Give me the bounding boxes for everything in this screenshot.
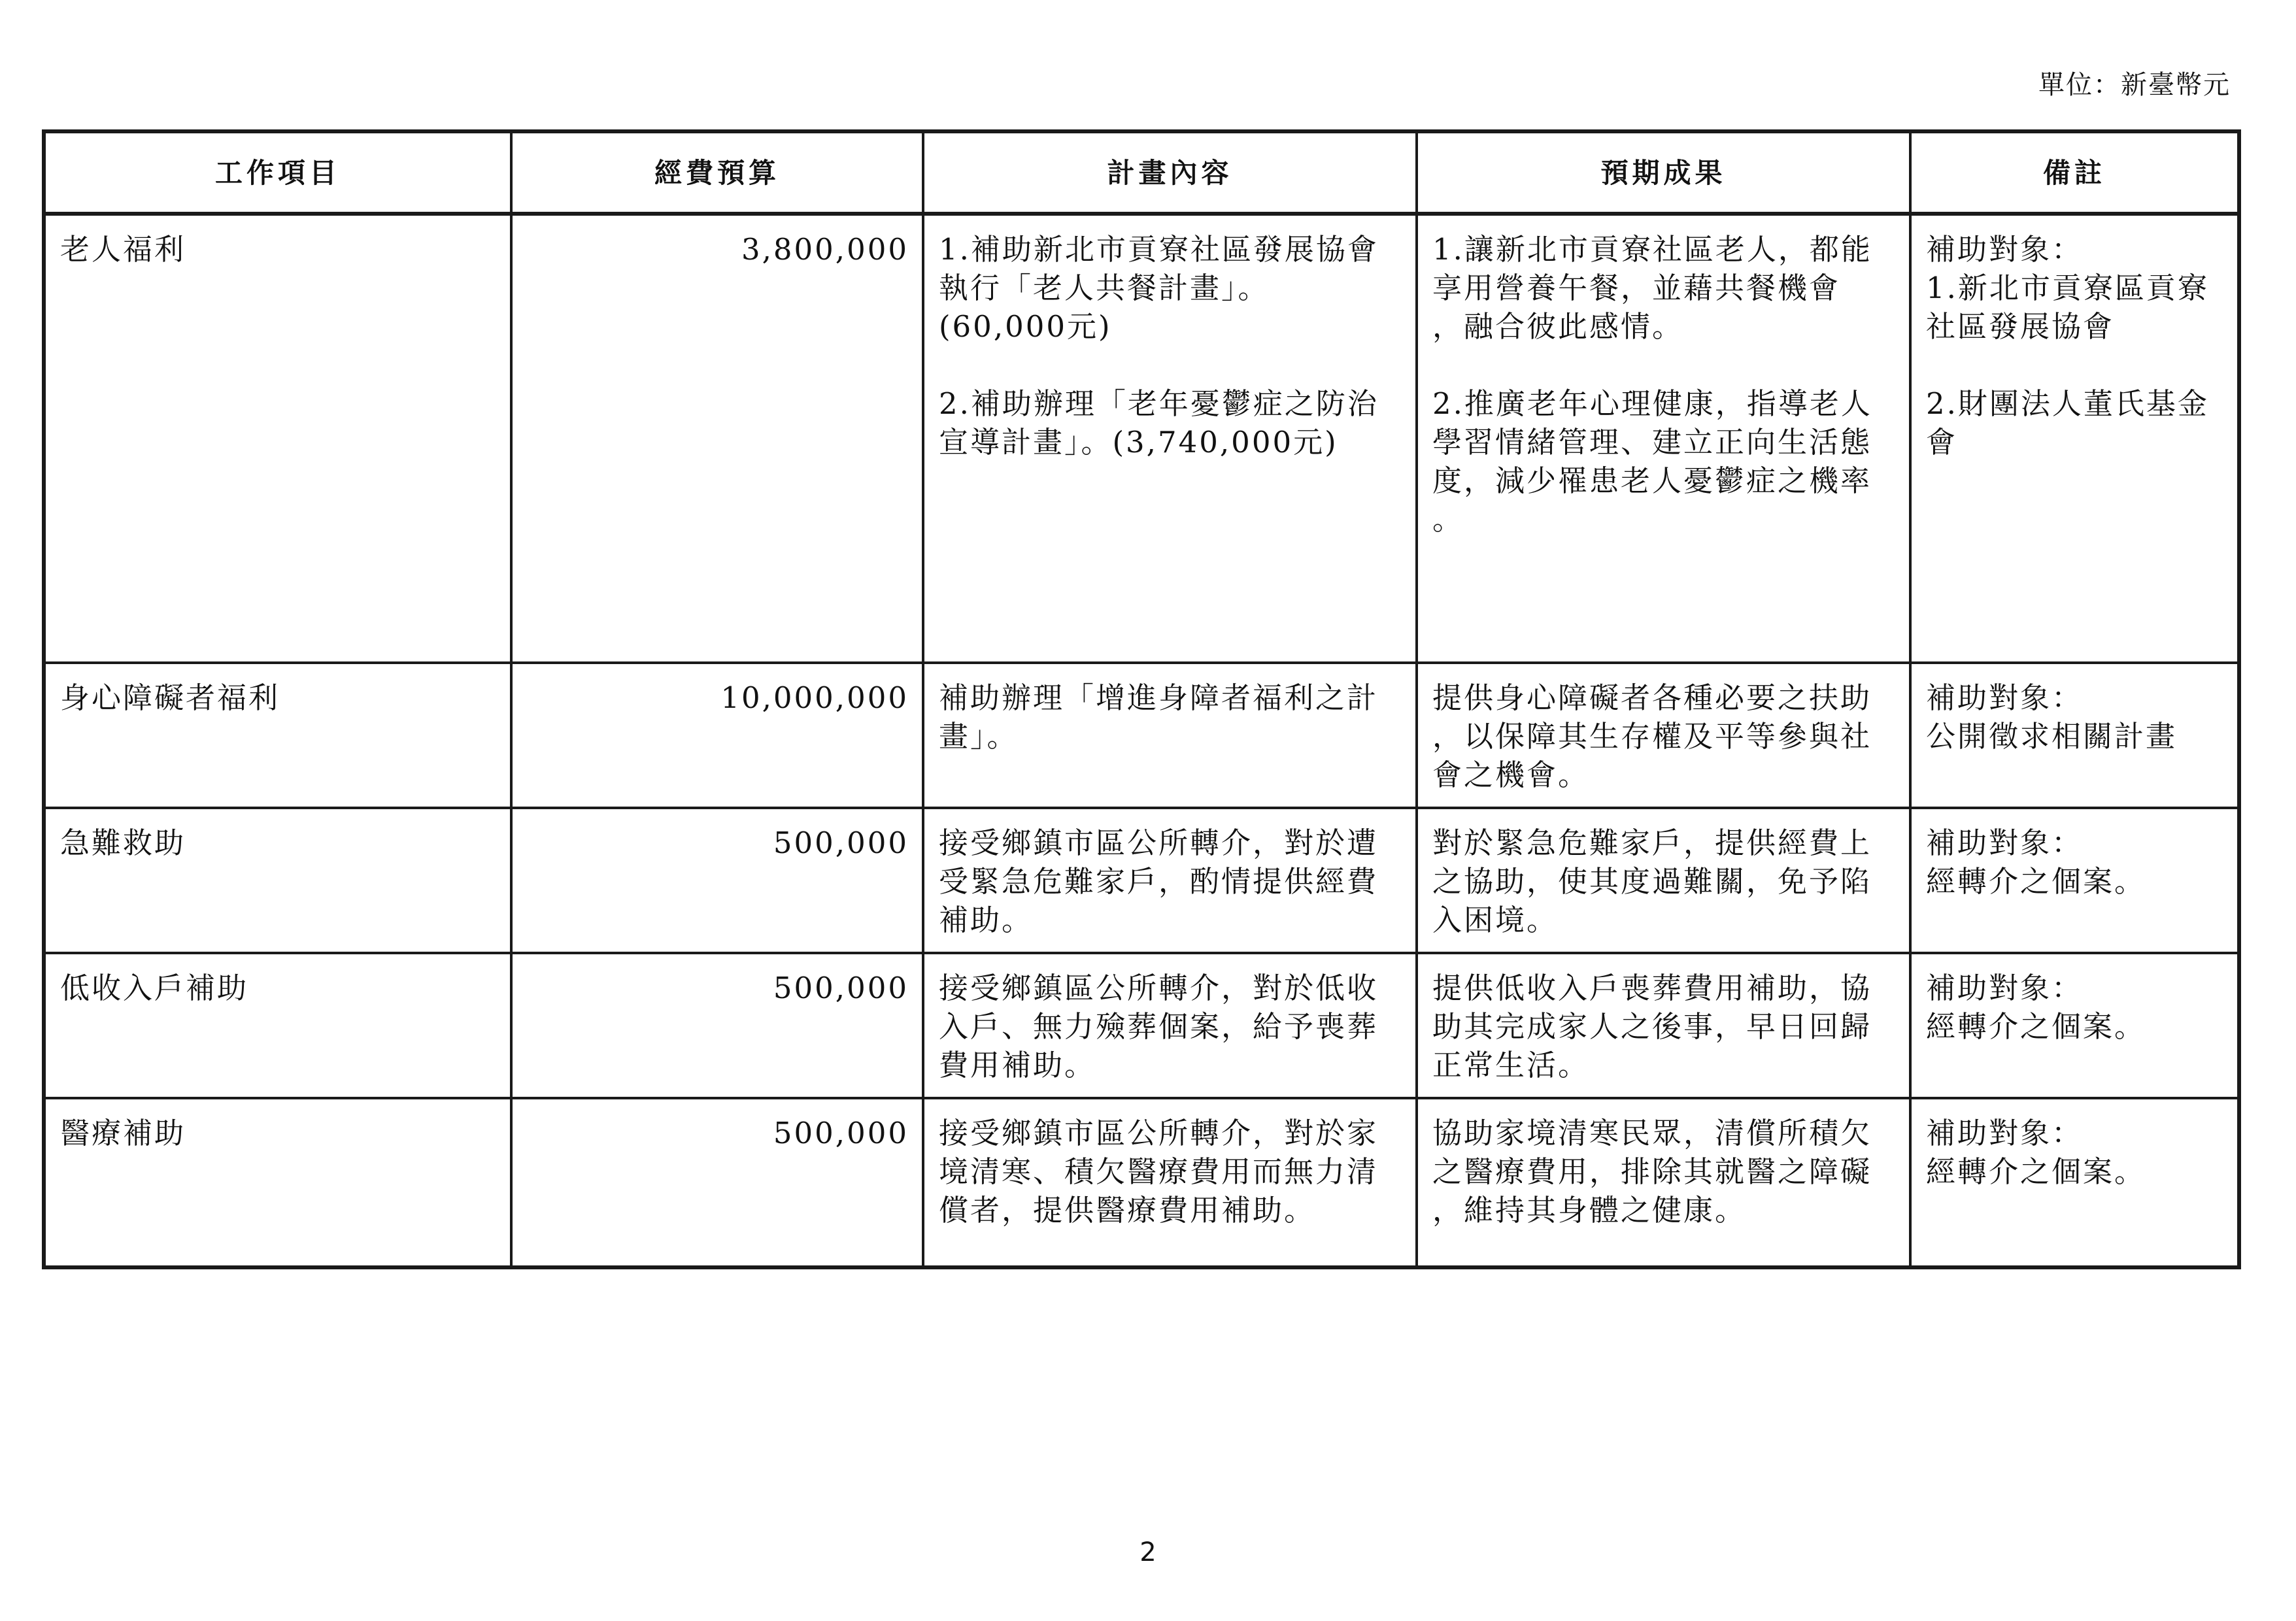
cell-note xyxy=(1910,1098,2239,1267)
budget-table xyxy=(42,129,2241,1269)
cell-content xyxy=(923,953,1417,1098)
content-paragraph: 接受鄉鎮區公所轉介，對於低收 入戶、無力殮葬個案，給予喪葬 費用補助。 xyxy=(939,971,1379,1082)
unit-label: 單位：新臺幣元 xyxy=(2038,70,2231,100)
cell-outcome xyxy=(1417,214,1910,663)
header-remarks: 備註 xyxy=(1910,131,2239,214)
content-paragraph: 接受鄉鎮市區公所轉介，對於家 境清寒、積欠醫療費用而無力清 償者，提供醫療費用補助。 xyxy=(939,1116,1379,1228)
cell-budget: 10,000,000 xyxy=(511,663,923,808)
note-paragraph: 2.財團法人董氏基金 會 xyxy=(1926,386,2209,460)
content-paragraph: 2.補助辦理「老年憂鬱症之防治 宣導計畫」。(3,740,000元) xyxy=(939,386,1379,460)
content-paragraph: 補助辦理「增進身障者福利之計 畫」。 xyxy=(939,680,1379,754)
header-row xyxy=(44,131,2239,214)
note-paragraph: 補助對象： 1.新北市貢寮區貢寮 社區發展協會 xyxy=(1926,232,2209,344)
cell-item: 老人福利 xyxy=(44,214,511,663)
cell-note xyxy=(1910,953,2239,1098)
note-paragraph: 補助對象： 經轉介之個案。 xyxy=(1926,971,2146,1044)
cell-budget: 3,800,000 xyxy=(511,214,923,663)
table-row xyxy=(44,953,2239,1098)
outcome-paragraph: 提供低收入戶喪葬費用補助，協 助其完成家人之後事，早日回歸 正常生活。 xyxy=(1432,971,1872,1082)
note-paragraph: 補助對象： 經轉介之個案。 xyxy=(1926,1116,2146,1189)
cell-item: 醫療補助 xyxy=(44,1098,511,1267)
cell-outcome xyxy=(1417,663,1910,808)
cell-outcome xyxy=(1417,1098,1910,1267)
cell-item: 急難救助 xyxy=(44,808,511,953)
cell-content xyxy=(923,1098,1417,1267)
table-row xyxy=(44,663,2239,808)
note-paragraph: 補助對象： 經轉介之個案。 xyxy=(1926,826,2146,899)
cell-content xyxy=(923,663,1417,808)
cell-item: 低收入戶補助 xyxy=(44,953,511,1098)
outcome-paragraph: 2.推廣老年心理健康，指導老人 學習情緒管理、建立正向生活態 度，減少罹患老人憂鬱症之機率 。 xyxy=(1432,386,1872,537)
table-row xyxy=(44,808,2239,953)
cell-content xyxy=(923,214,1417,663)
cell-note xyxy=(1910,214,2239,663)
cell-content xyxy=(923,808,1417,953)
table-row xyxy=(44,214,2239,663)
note-paragraph: 補助對象： 公開徵求相關計畫 xyxy=(1926,680,2178,754)
header-work-item: 工作項目 xyxy=(44,131,511,214)
table-row xyxy=(44,1098,2239,1267)
content-paragraph: 接受鄉鎮市區公所轉介，對於遭 受緊急危難家戶，酌情提供經費 補助。 xyxy=(939,826,1379,937)
header-budget: 經費預算 xyxy=(511,131,923,214)
cell-budget: 500,000 xyxy=(511,953,923,1098)
cell-outcome xyxy=(1417,808,1910,953)
cell-note xyxy=(1910,808,2239,953)
cell-outcome xyxy=(1417,953,1910,1098)
outcome-paragraph: 1.讓新北市貢寮社區老人，都能 享用營養午餐，並藉共餐機會 ，融合彼此感情。 xyxy=(1432,232,1872,344)
outcome-paragraph: 對於緊急危難家戶，提供經費上 之協助，使其度過難關，免予陷 入困境。 xyxy=(1432,826,1872,937)
outcome-paragraph: 提供身心障礙者各種必要之扶助 ，以保障其生存權及平等參與社 會之機會。 xyxy=(1432,680,1872,792)
cell-note xyxy=(1910,663,2239,808)
cell-budget: 500,000 xyxy=(511,808,923,953)
cell-item: 身心障礙者福利 xyxy=(44,663,511,808)
outcome-paragraph: 協助家境清寒民眾，清償所積欠 之醫療費用，排除其就醫之障礙 ，維持其身體之健康。 xyxy=(1432,1116,1872,1228)
header-expected-outcome: 預期成果 xyxy=(1417,131,1910,214)
header-plan-content: 計畫內容 xyxy=(923,131,1417,214)
cell-budget: 500,000 xyxy=(511,1098,923,1267)
page-number: 2 xyxy=(1140,1537,1156,1567)
content-paragraph: 1.補助新北市貢寮社區發展協會 執行「老人共餐計畫」。 (60,000元) xyxy=(939,232,1379,344)
